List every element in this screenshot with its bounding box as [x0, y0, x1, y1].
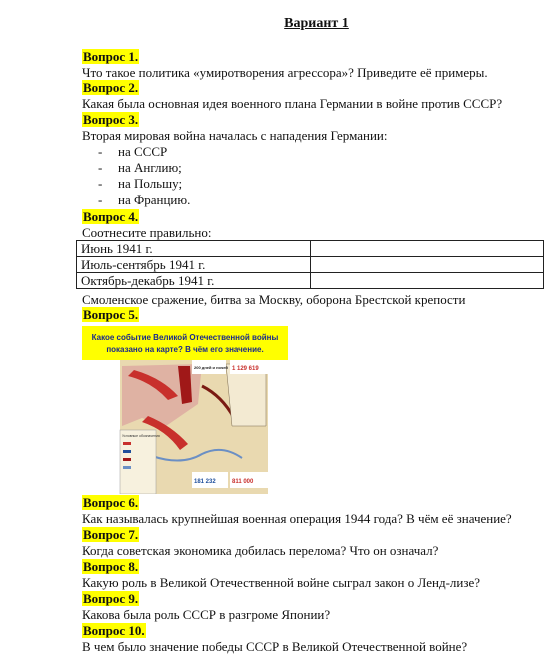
table-row: [77, 273, 544, 289]
answer-cell[interactable]: [311, 241, 544, 257]
stat-4: 811 000: [232, 479, 254, 485]
table-row: [77, 241, 544, 257]
question-6-label: Вопрос 6.: [83, 495, 139, 510]
question-7-text: Когда советская экономика добилась перелома? Что он означал?: [82, 543, 439, 558]
legend-swatch: [123, 466, 131, 469]
question-1-label: Вопрос 1.: [83, 49, 139, 64]
battle-map-image: [82, 326, 288, 494]
map-caption-background: [82, 326, 288, 360]
answer-cell[interactable]: [311, 257, 544, 273]
question-2-text: Какая была основная идея военного плана Германии в войне против СССР?: [82, 96, 503, 111]
variant-title: Вариант 1: [284, 16, 349, 31]
map-caption-line-1: Какое событие Великой Отечественной войны: [91, 333, 279, 342]
table-cell: Октябрь-декабрь 1941 г.: [77, 273, 311, 289]
question-7-label: Вопрос 7.: [83, 527, 139, 542]
question-5-label: Вопрос 5.: [83, 307, 139, 322]
question-2-label: Вопрос 2.: [83, 80, 139, 95]
table-row: [77, 257, 544, 273]
legend-swatch: [123, 458, 131, 461]
question-4-text: Соотнесите правильно:: [82, 225, 212, 240]
table-cell: Июль-сентябрь 1941 г.: [77, 257, 311, 273]
question-3-label: Вопрос 3.: [83, 112, 139, 127]
question-6-text: Как называлась крупнейшая военная операция 1944 года? В чём её значение?: [82, 511, 512, 526]
question-3-text: Вторая мировая война началась с нападения Германии:: [82, 128, 388, 143]
question-9-label: Вопрос 9.: [83, 591, 139, 606]
matching-table: [76, 240, 544, 289]
option-item: - на Францию.: [82, 192, 190, 208]
map-legend: [120, 430, 156, 494]
legend-swatch: [123, 450, 131, 453]
stat-2: 1 129 619: [232, 366, 259, 372]
legend-swatch: [123, 442, 131, 445]
question-10-label: Вопрос 10.: [83, 623, 145, 638]
option-item: - на Англию;: [82, 160, 190, 176]
stat-3: 181 232: [194, 479, 216, 485]
table-cell: Июнь 1941 г.: [77, 241, 311, 257]
question-8-text: Какую роль в Великой Отечественной войне сыграл закон о Ленд-лизе?: [82, 575, 481, 590]
map-caption-line-2: показано на карте? В чём его значение.: [106, 345, 264, 354]
question-4-label: Вопрос 4.: [83, 209, 139, 224]
question-4-answers: Смоленское сражение, битва за Москву, оборона Брестской крепости: [82, 292, 466, 307]
question-10-text: В чем было значение победы СССР в Великой Отечественной войне?: [82, 639, 468, 654]
option-item: - на СССР: [82, 144, 190, 160]
question-9-text: Какова была роль СССР в разгроме Японии?: [82, 607, 331, 622]
stat-1: 200 дней и ночей: [194, 365, 228, 370]
question-8-label: Вопрос 8.: [83, 559, 139, 574]
question-3-options: [82, 144, 190, 208]
map-legend-title: Условные обозначения: [122, 434, 160, 438]
option-item: - на Польшу;: [82, 176, 190, 192]
question-1-text: Что такое политика «умиротворения агрессора»? Приведите её примеры.: [82, 65, 488, 80]
answer-cell[interactable]: [311, 273, 544, 289]
